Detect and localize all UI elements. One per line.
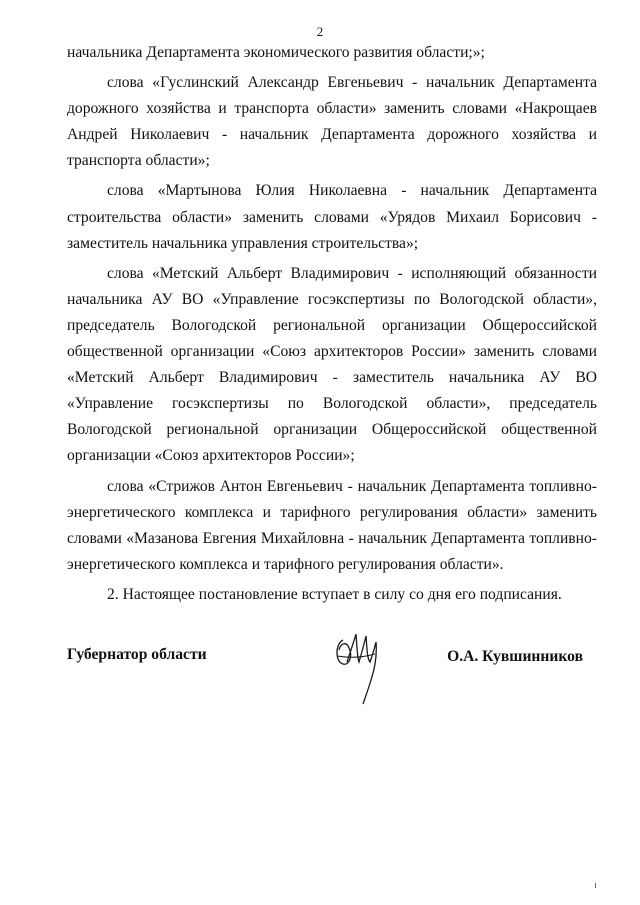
signature-block [67,642,597,722]
signatory-title: Губернатор области [67,646,207,663]
paragraph-guslinsky: слова «Гуслинский Александр Евгеньевич - начальник Департамента дорожного хозяйства и транспорта области» заменить словами «Накрощаев Андрей Николаевич - начальник Департамента дорожного хозяйства и транспорта области»; [67,74,597,170]
page-number: 2 [316,24,324,39]
paragraph-martynova: слова «Мартынова Юлия Николаевна - начальник Департамента строительства области» заменить словами «Урядов Михаил Борисович - заместитель начальника управления строительства»; [67,182,597,252]
signatory-name: О.А. Кувшинников [447,648,583,665]
handwritten-signature [329,628,393,708]
paragraph-effective-date: 2. Настоящее постановление вступает в силу со дня его подписания. [107,585,562,603]
paragraph-metsky: слова «Метский Альберт Владимирович - исполняющий обязанности начальника АУ ВО «Управление госэкспертизы по Вологодской области», председатель Вологодской региональной организации Общероссийской общественной организации «Союз архитекторов России» заменить словами «Метский Альберт Владимирович - заместитель начальника АУ ВО «Управление госэкспертизы по Вологодской области», председатель Вологодской региональной организации Общероссийской общественной организации «Союз архитекторов России»; [67,264,597,465]
document-body [67,40,597,608]
paragraph-strizhov: слова «Стрижов Антон Евгеньевич - начальник Департамента топливно-энергетического комплекса и тарифного регулирования области» заменить словами «Мазанова Евгения Михайловна - начальник Департамента топливно-энергетического комплекса и тарифного регулирования области». [67,477,597,573]
scan-speck [595,883,596,888]
paragraph-continuation: начальника Департамента экономического развития области;»; [67,44,485,61]
